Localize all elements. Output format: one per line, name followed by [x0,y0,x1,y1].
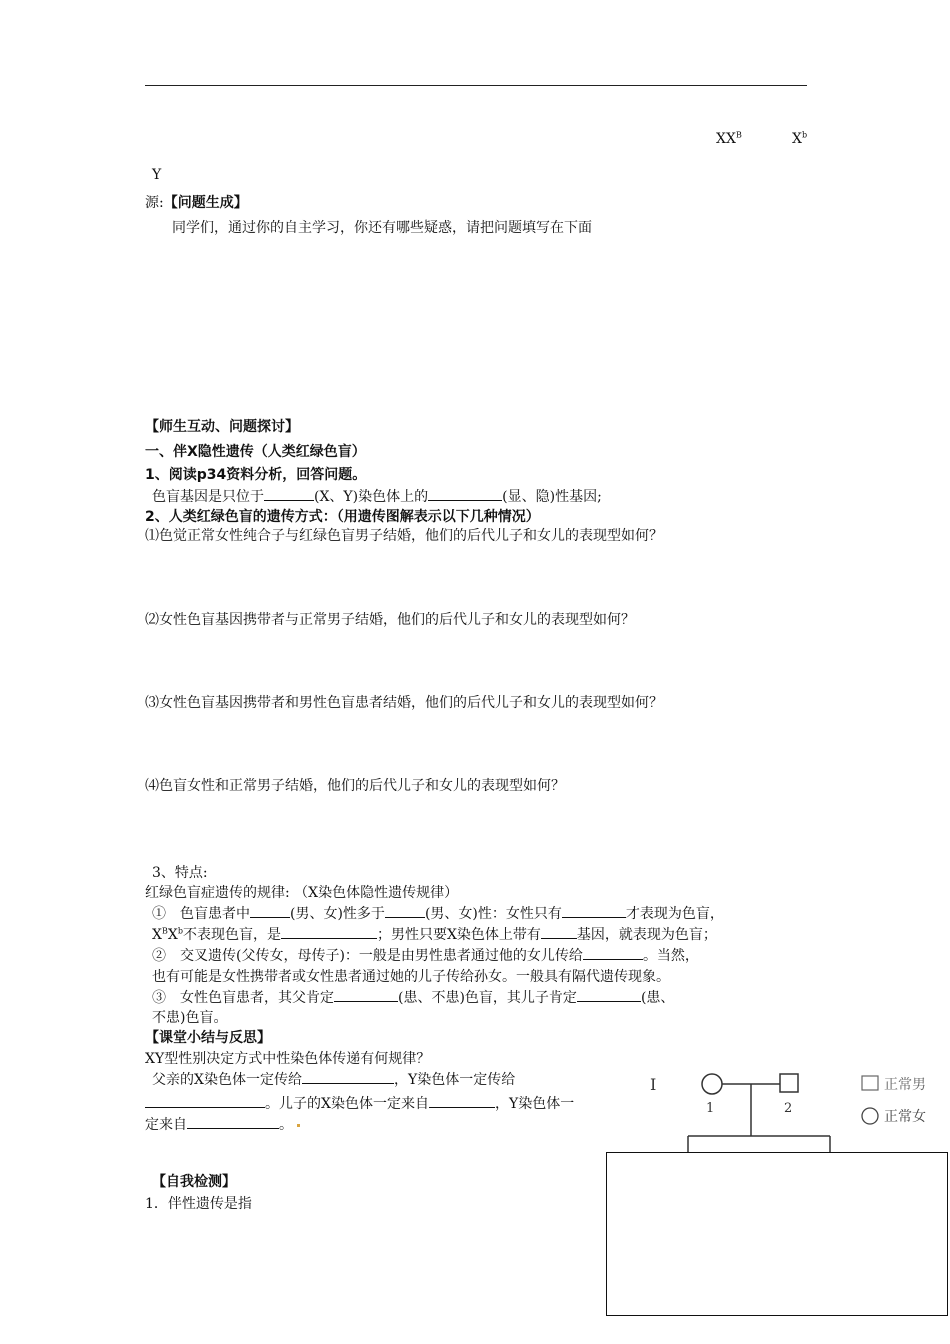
legend-female-symbol [862,1108,878,1124]
pedigree-chart [640,1068,950,1158]
q2-title: 2、人类红绿色盲的遗传方式：（用遗传图解表示以下几种情况） [145,509,540,525]
legend-male-symbol [862,1076,878,1090]
summary-line1: 父亲的X染色体一定传给 ，Y染色体一定传给 [152,1072,516,1088]
feature-r3-cont: 不患)色盲。 [152,1010,228,1026]
feature-r2: ② 交叉遗传(父传女，母传子)：一般是由男性患者通过他的女儿传给 。当然， [152,948,699,964]
summary-question: XY型性别决定方式中性染色体传递有何规律？ [145,1051,431,1067]
problem-text: 同学们，通过你的自主学习，你还有哪些疑惑，请把问题填写在下面 [172,220,592,236]
feature-r1: ① 色盲患者中 (男、女)性多于 (男、女)性：女性只有 才表现为色盲， [152,906,724,922]
pedigree-generation: I [650,1075,657,1094]
header-rule [145,85,807,86]
pedigree-label-1: 1 [706,1101,715,1116]
feature-r1-cont: $X^BX^b$不表现色盲，是 ；男性只要X染色体上带有 基因，就表现为色盲； [152,926,717,943]
pedigree-svg [640,1068,950,1158]
female-symbol-1 [702,1074,722,1094]
summary-line3: 定来自 。 [145,1116,300,1134]
case-3: ⑶女性色盲基因携带者和男性色盲患者结婚，他们的后代儿子和女儿的表现型如何？ [145,695,663,711]
summary-heading: 【课堂小结与反思】 [145,1030,271,1046]
summary-line2: 。儿子的X染色体一定来自 ，Y染色体一 [145,1095,574,1113]
part1-heading: 一、伴X隐性遗传（人类红绿色盲） [145,444,366,460]
test-q1: 1．伴性遗传是指 [145,1196,252,1212]
feature-r2-cont: 也有可能是女性携带者或女性患者通过她的儿子传给孙女。一般具有隔代遗传现象。 [152,969,670,985]
feature-title: 3、特点: [152,865,208,881]
interact-heading: 【师生互动、问题探讨】 [145,419,299,435]
problem-heading: 源:【问题生成】 [145,195,248,211]
case-1: ⑴色觉正常女性纯合子与红绿色盲男子结婚，他们的后代儿子和女儿的表现型如何？ [145,528,663,544]
legend-male-label: 正常男 [884,1077,926,1093]
genotype-xb: $X^b$ [792,130,808,147]
pedigree-label-2: 2 [784,1101,793,1116]
test-heading: 【自我检测】 [152,1174,236,1190]
q1-title: 1、阅读p34资料分析，回答问题。 [145,467,367,483]
feature-r3: ③ 女性色盲患者，其父肯定 (患、不患)色盲，其儿子肯定 (患、 [152,990,675,1006]
feature-rule: 红绿色盲症遗传的规律: （X染色体隐性遗传规律） [145,885,459,901]
answer-box [606,1152,948,1316]
case-4: ⑷色盲女性和正常男子结婚，他们的后代儿子和女儿的表现型如何？ [145,778,565,794]
male-symbol-2 [780,1074,798,1092]
legend-female-label: 正常女 [884,1109,926,1125]
genotype-xxb: $XX^B$ [716,130,742,147]
q1-fill-line: 色盲基因是只位于 (X、Y)染色体上的 (显、隐)性基因; [152,489,602,505]
genotype-y: Y [152,167,162,183]
case-2: ⑵女性色盲基因携带者与正常男子结婚，他们的后代儿子和女儿的表现型如何？ [145,612,635,628]
